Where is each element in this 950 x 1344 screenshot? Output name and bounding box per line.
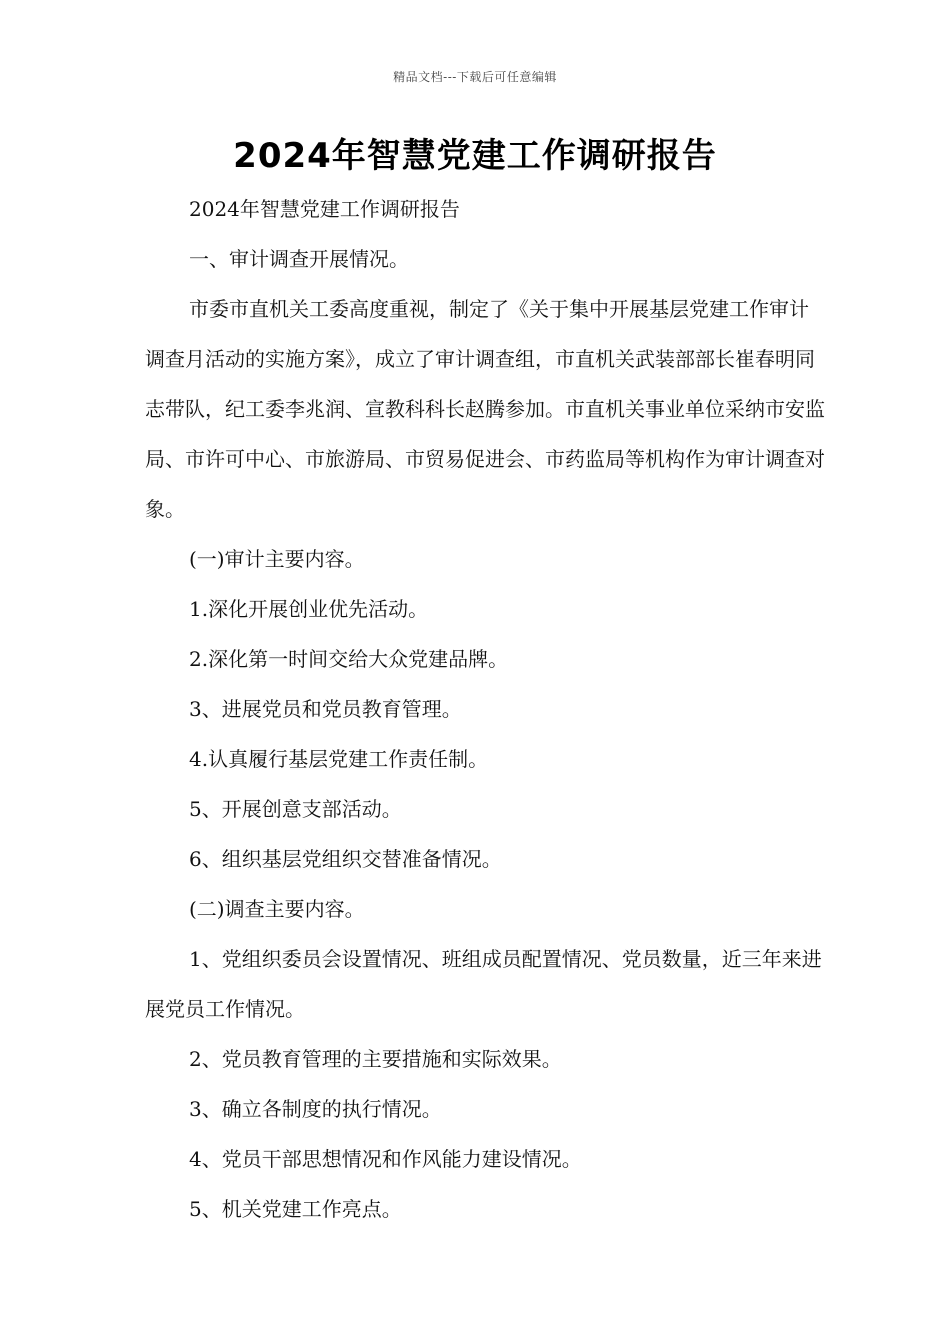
list-item: 2.深化第一时间交给大众党建品牌。 (189, 647, 509, 671)
paragraph-section-1: 一、审计调查开展情况。 (189, 247, 409, 271)
list-item: 3、确立各制度的执行情况。 (189, 1097, 442, 1121)
document-title: 2024年智慧党建工作调研报告 (233, 136, 717, 176)
header-watermark: 精品文档---下载后可任意编辑 (393, 70, 557, 84)
document-body (145, 184, 825, 1234)
list-item: 5、机关党建工作亮点。 (189, 1197, 402, 1221)
list-item: 1.深化开展创业优先活动。 (189, 597, 429, 621)
paragraph-subtitle: 2024年智慧党建工作调研报告 (189, 197, 460, 221)
list-item: 3、进展党员和党员教育管理。 (189, 697, 462, 721)
list-item: 5、开展创意支部活动。 (189, 797, 402, 821)
list-item: 6、组织基层党组织交替准备情况。 (189, 847, 502, 871)
list-item: 1、党组织委员会设置情况、班组成员配置情况、党员数量，近三年来进展党员工作情况。 (145, 947, 822, 1021)
paragraph-subsection-2: (二)调查主要内容。 (189, 897, 365, 921)
paragraph-subsection-1: (一)审计主要内容。 (189, 547, 365, 571)
list-item: 4、党员干部思想情况和作风能力建设情况。 (189, 1147, 582, 1171)
paragraph-intro: 市委市直机关工委高度重视，制定了《关于集中开展基层党建工作审计调查月活动的实施方案》，成立了审计调查组，市直机关武装部部长崔春明同志带队，纪工委李兆润、宣教科科长赵腾参加。市直机关事业单位采纳市安监局、市许可中心、市旅游局、市贸易促进会、市药监局等机构作为审计调查对象。 (145, 297, 825, 521)
list-item: 2、党员教育管理的主要措施和实际效果。 (189, 1047, 562, 1071)
list-item: 4.认真履行基层党建工作责任制。 (189, 747, 489, 771)
